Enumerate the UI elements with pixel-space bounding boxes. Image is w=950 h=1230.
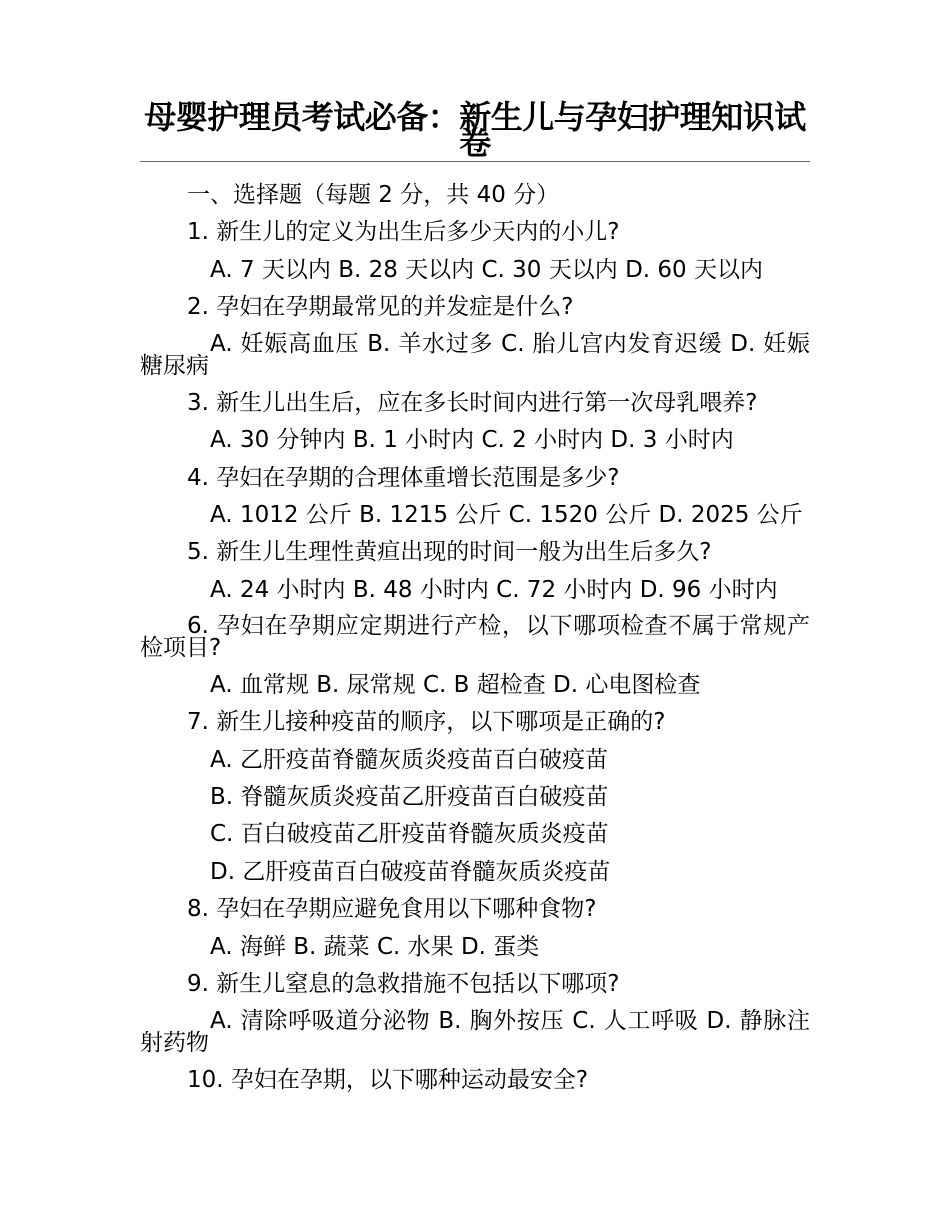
question-10-stem: 10. 孕妇在孕期，以下哪种运动最安全? bbox=[187, 1067, 589, 1093]
title-divider bbox=[140, 161, 810, 162]
question-3-options: A. 30 分钟内 B. 1 小时内 C. 2 小时内 D. 3 小时内 bbox=[210, 427, 734, 453]
question-9-options: A. 清除呼吸道分泌物 B. 胸外按压 C. 人工呼吸 D. 静脉注射药物 bbox=[140, 1008, 810, 1056]
question-6-options: A. 血常规 B. 尿常规 C. B 超检查 D. 心电图检查 bbox=[210, 672, 701, 698]
question-7-stem: 7. 新生儿接种疫苗的顺序，以下哪项是正确的? bbox=[187, 709, 666, 735]
question-4-options: A. 1012 公斤 B. 1215 公斤 C. 1520 公斤 D. 2025 公斤 bbox=[210, 502, 803, 528]
question-5-options: A. 24 小时内 B. 48 小时内 C. 72 小时内 D. 96 小时内 bbox=[210, 577, 778, 603]
question-4-stem: 4. 孕妇在孕期的合理体重增长范围是多少? bbox=[187, 465, 620, 491]
section-heading: 一、选择题（每题 2 分，共 40 分） bbox=[187, 182, 560, 208]
question-8-stem: 8. 孕妇在孕期应避免食用以下哪种食物? bbox=[187, 896, 597, 922]
question-7-option-b: B. 脊髓灰质炎疫苗乙肝疫苗百白破疫苗 bbox=[210, 784, 609, 810]
question-8-options: A. 海鲜 B. 蔬菜 C. 水果 D. 蛋类 bbox=[210, 934, 540, 960]
question-7-option-a: A. 乙肝疫苗脊髓灰质炎疫苗百白破疫苗 bbox=[210, 747, 608, 773]
document-title: 母婴护理员考试必备：新生儿与孕妇护理知识试卷 bbox=[144, 98, 806, 162]
question-6-stem: 6. 孕妇在孕期应定期进行产检，以下哪项检查不属于常规产检项目? bbox=[140, 613, 810, 661]
question-9-stem: 9. 新生儿窒息的急救措施不包括以下哪项? bbox=[187, 971, 620, 997]
question-5-stem: 5. 新生儿生理性黄疸出现的时间一般为出生后多久? bbox=[187, 539, 712, 565]
question-7-option-c: C. 百白破疫苗乙肝疫苗脊髓灰质炎疫苗 bbox=[210, 821, 609, 847]
question-3-stem: 3. 新生儿出生后，应在多长时间内进行第一次母乳喂养? bbox=[187, 390, 758, 416]
question-2-stem: 2. 孕妇在孕期最常见的并发症是什么? bbox=[187, 294, 574, 320]
question-2-options: A. 妊娠高血压 B. 羊水过多 C. 胎儿宫内发育迟缓 D. 妊娠糖尿病 bbox=[140, 331, 810, 379]
question-1-options: A. 7 天以内 B. 28 天以内 C. 30 天以内 D. 60 天以内 bbox=[210, 257, 763, 283]
question-1-stem: 1. 新生儿的定义为出生后多少天内的小儿? bbox=[187, 219, 620, 245]
question-7-option-d: D. 乙肝疫苗百白破疫苗脊髓灰质炎疫苗 bbox=[210, 859, 611, 885]
